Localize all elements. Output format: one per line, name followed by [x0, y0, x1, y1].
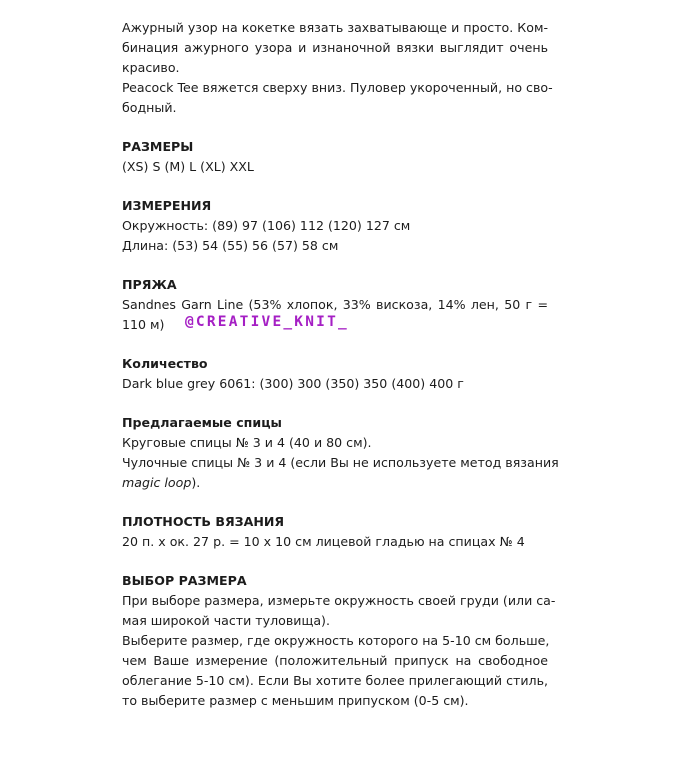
size-choice-line-2: мая широкой части туловища). [122, 613, 330, 628]
size-choice-line-6: то выберите размер с меньшим припуском (0-5 см). [122, 693, 469, 708]
size-choice-line-4: чем Ваше измерение (положительный припуск на свободное [122, 653, 548, 668]
magic-loop-text: magic loop [122, 475, 192, 490]
yarn-heading: ПРЯЖА [122, 277, 177, 292]
intro-line-2: бинация ажурного узора и изнаночной вязки выглядит очень [122, 40, 548, 55]
measurements-heading: ИЗМЕРЕНИЯ [122, 198, 212, 213]
size-choice-line-3: Выберите размер, где окружность которого на 5-10 см больше, [122, 633, 550, 648]
gauge-section [122, 512, 548, 552]
sizes-heading: РАЗМЕРЫ [122, 139, 194, 154]
creative-knit-watermark: @CREATIVE_KNIT_ [185, 314, 349, 330]
needles-circular: Круговые спицы № 3 и 4 (40 и 80 см). [122, 435, 372, 450]
sizes-value: (XS) S (M) L (XL) XXL [122, 159, 254, 174]
size-choice-section [122, 571, 556, 711]
document-page [122, 18, 559, 711]
yarn-line-1: Sandnes Garn Line (53% хлопок, 33% вискоза, 14% лен, 50 г = [122, 297, 548, 312]
gauge-heading: ПЛОТНОСТЬ ВЯЗАНИЯ [122, 514, 285, 529]
measurements-section [122, 196, 548, 256]
intro-line-1: Ажурный узор на кокетке вязать захватывающе и просто. Ком- [122, 20, 548, 35]
needles-dpn-line-1: Чулочные спицы № 3 и 4 (если Вы не используете метод вязания [122, 455, 559, 470]
sizes-section [122, 137, 548, 177]
quantity-section [122, 354, 548, 394]
measurements-length: Длина: (53) 54 (55) 56 (57) 58 см [122, 238, 339, 253]
size-choice-heading: ВЫБОР РАЗМЕРА [122, 573, 247, 588]
needles-heading: Предлагаемые спицы [122, 415, 282, 430]
needles-dpn-line-2 [122, 473, 548, 493]
size-choice-line-1: При выборе размера, измерьте окружность своей груди (или са- [122, 593, 556, 608]
yarn-line-2: 110 м) [122, 317, 165, 332]
measurements-chest: Окружность: (89) 97 (106) 112 (120) 127 см [122, 218, 411, 233]
needles-section [122, 413, 559, 493]
intro-line-5: бодный. [122, 100, 177, 115]
intro-line-4: Peacock Tee вяжется сверху вниз. Пуловер укороченный, но сво- [122, 80, 553, 95]
gauge-value: 20 п. х ок. 27 р. = 10 х 10 см лицевой гладью на спицах № 4 [122, 534, 525, 549]
intro-paragraph [122, 18, 553, 118]
quantity-heading: Количество [122, 356, 208, 371]
size-choice-line-5: облегание 5-10 см). Если Вы хотите более прилегающий стиль, [122, 673, 548, 688]
quantity-value: Dark blue grey 6061: (300) 300 (350) 350 (400) 400 г [122, 376, 464, 391]
needles-dpn-line-2-tail: ). [191, 475, 201, 490]
intro-line-3: красиво. [122, 60, 180, 75]
